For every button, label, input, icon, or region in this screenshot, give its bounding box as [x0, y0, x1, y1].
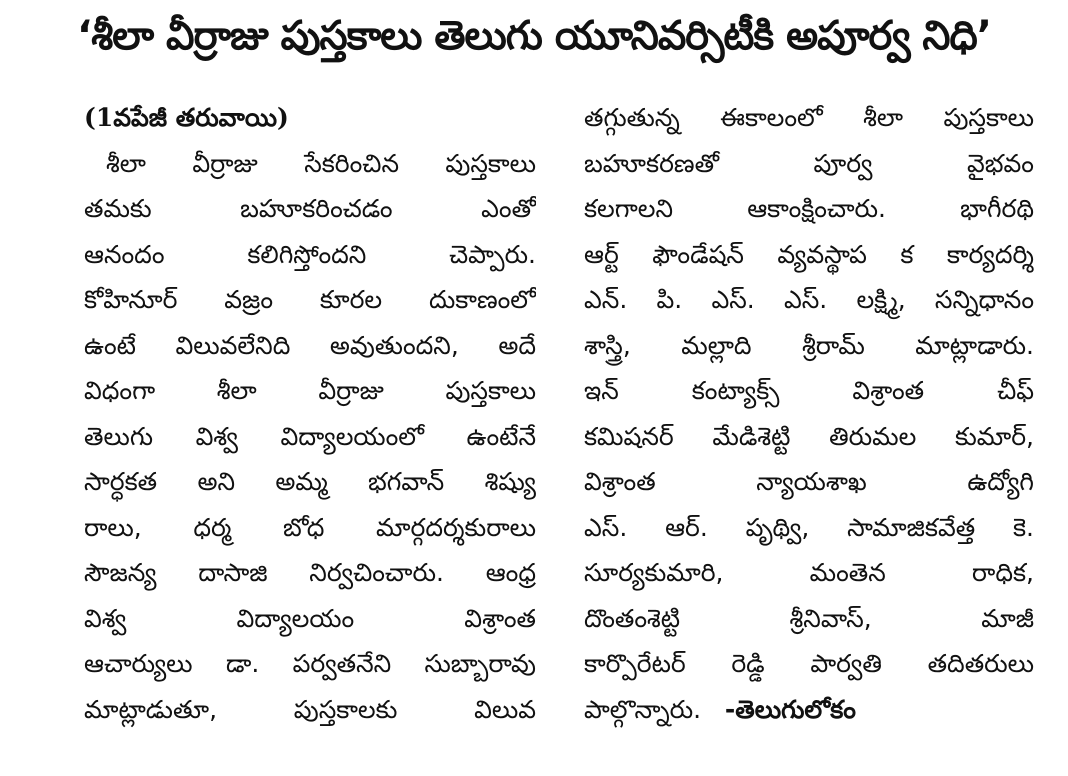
text-line: కోహినూర్ వజ్రం కూరల దుకాణంలో: [84, 285, 536, 314]
text-line: ఆచార్యులు డా. పర్వతనేని సుబ్బారావు: [84, 649, 536, 678]
text-line: దొంతంశెట్టి శ్రీనివాస్, మాజీ: [584, 603, 1034, 633]
text-line: మాట్లాడుతూ, పుస్తకాలకు విలువ: [84, 694, 536, 724]
text-line: కార్పొరేటర్ రెడ్డి పార్వతి తదితరులు: [584, 649, 1034, 678]
article-column-right: [584, 95, 1034, 775]
text-line: సార్ధకత అని అమ్మ భగవాన్ శిష్యు: [84, 467, 536, 496]
article-column-left: [84, 95, 536, 775]
text-line: సౌజన్య దాసాజి నిర్వచించారు. ఆంధ్ర: [84, 558, 536, 587]
text-line: తెలుగు విశ్వ విద్యాలయంలో ఉంటేనే: [84, 421, 536, 451]
text-line: తమకు బహూకరించడం ఎంతో: [84, 194, 536, 223]
text-line: ఎన్. పి. ఎస్. ఎస్. లక్ష్మి, సన్నిధానం: [584, 285, 1034, 314]
text-line: సూర్యకుమారి, మంతెన రాధిక,: [584, 558, 1034, 587]
text-line: విశ్రాంత న్యాయశాఖ ఉద్యోగి: [584, 467, 1034, 496]
text-line: ఆర్ట్ ఫౌండేషన్ వ్యవస్థాప క కార్యదర్శి: [584, 239, 1034, 269]
text-line: విధంగా శీలా వీర్రాజు పుస్తకాలు: [84, 376, 536, 405]
text-line: విశ్వ విద్యాలయం విశ్రాంత: [84, 603, 536, 633]
text-line: తగ్గుతున్న ఈకాలంలో శీలా పుస్తకాలు: [584, 103, 1034, 132]
article-headline: ‘శీలా వీర్రాజు పుస్తకాలు తెలుగు యూనివర్సిటీకి అపూర్వ నిధి’: [77, 13, 991, 59]
text-line: శీలా వీర్రాజు సేకరించిన పుస్తకాలు: [106, 148, 536, 178]
final-line: [584, 687, 1034, 733]
text-line: ఉంటే విలువలేనిది అవుతుందని, అదే: [84, 330, 536, 360]
text-line: రాలు, ధర్మ బోధ మార్గదర్శకురాలు: [84, 512, 536, 542]
text-line: పాల్గొన్నారు.: [584, 694, 702, 724]
text-line: శాస్త్రి, మల్లాది శ్రీరామ్ మాట్లాడారు.: [584, 330, 1034, 360]
text-line: ఎస్. ఆర్. పృథ్వి, సామాజికవేత్త కె.: [584, 512, 1034, 542]
text-line: కలగాలని ఆకాంక్షించారు. భాగీరథి: [584, 194, 1034, 223]
text-line: ఆనందం కలిగిస్తోందని చెప్పారు.: [84, 239, 536, 269]
continuation-note: (1వపేజీ తరువాయి): [84, 103, 289, 132]
text-line: బహూకరణతో పూర్వ వైభవం: [584, 148, 1034, 178]
text-line: ఇన్ కంట్యాక్స్ విశ్రాంత చీఫ్: [584, 376, 1034, 405]
text-line: కమిషనర్ మేడిశెట్టి తిరుమల కుమార్,: [584, 421, 1034, 451]
byline: -తెలుగులోకం: [724, 694, 856, 724]
